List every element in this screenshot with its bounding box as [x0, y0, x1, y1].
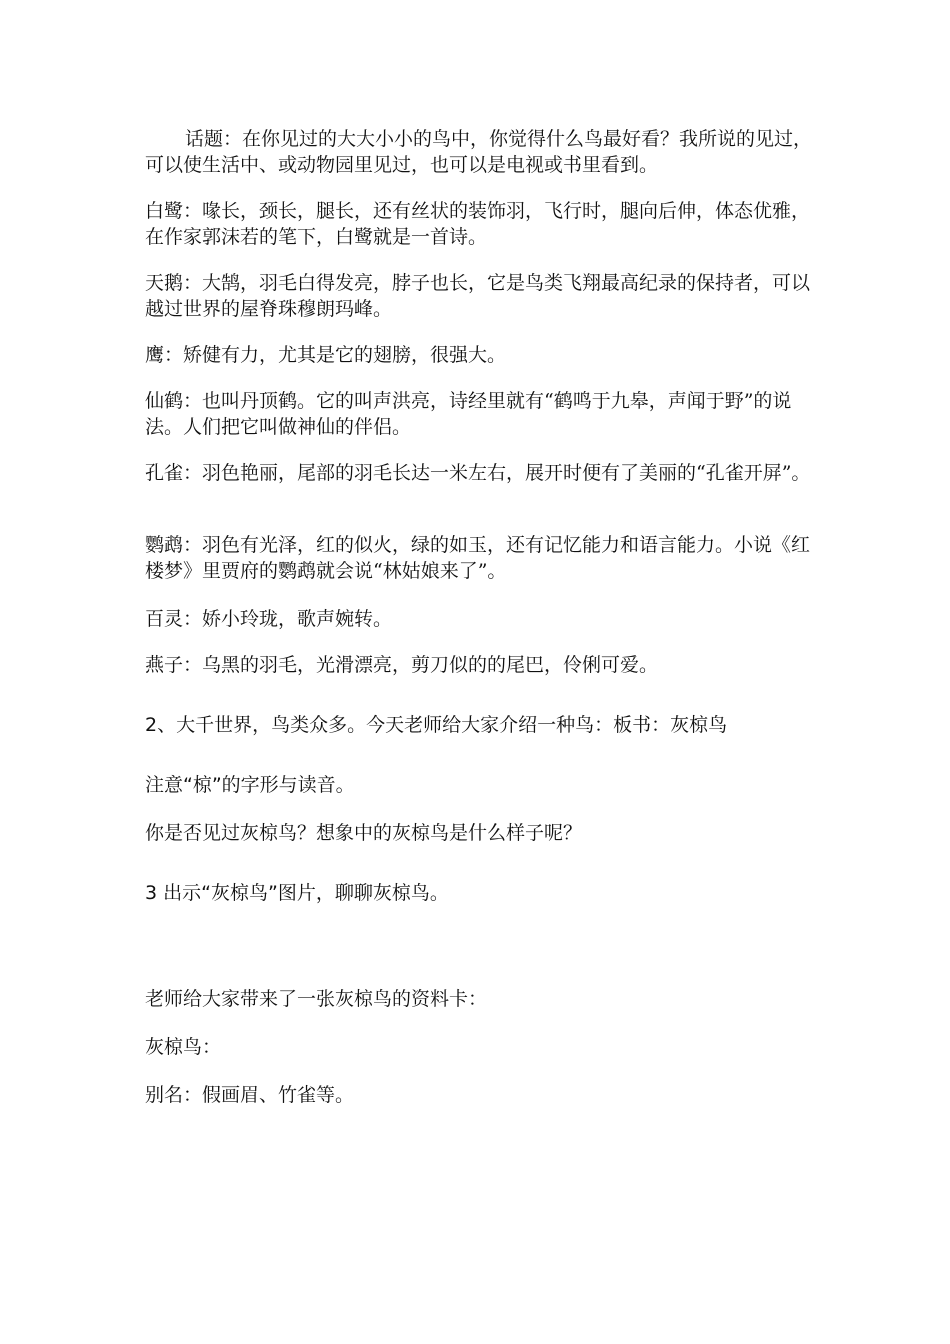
paragraph-swallow: 燕子：乌黑的羽毛，光滑漂亮，剪刀似的的尾巴，伶俐可爱。	[145, 654, 659, 676]
paragraph-alias: 别名：假画眉、竹雀等。	[145, 1084, 355, 1106]
paragraph-topic: 话题：在你见过的大大小小的鸟中，你觉得什么鸟最好看？我所说的见过，可以使生活中、或动物园里见过，也可以是电视或书里看到。	[145, 128, 813, 176]
paragraph-parrot: 鹦鹉：羽色有光泽，红的似火，绿的如玉，还有记忆能力和语言能力。小说《红楼梦》里贾府的鹦鹉就会说“林姑娘来了”。	[145, 534, 811, 582]
paragraph-section-2: 2、大千世界，鸟类众多。今天老师给大家介绍一种鸟：板书：灰椋鸟	[145, 714, 728, 736]
paragraph-crane: 仙鹤：也叫丹顶鹤。它的叫声洪亮，诗经里就有“鹤鸣于九皋，声闻于野”的说法。人们把它叫做神仙的伴侣。	[145, 390, 792, 438]
paragraph-lark: 百灵：娇小玲珑，歌声婉转。	[145, 608, 393, 630]
paragraph-card-title: 灰椋鸟：	[145, 1036, 222, 1058]
paragraph-card-intro: 老师给大家带来了一张灰椋鸟的资料卡：	[145, 988, 488, 1010]
paragraph-section-3: 3 出示“灰椋鸟”图片，聊聊灰椋鸟。	[145, 882, 449, 904]
paragraph-question: 你是否见过灰椋鸟？想象中的灰椋鸟是什么样子呢？	[145, 822, 583, 844]
paragraph-peacock: 孔雀：羽色艳丽，尾部的羽毛长达一米左右，展开时便有了美丽的“孔雀开屏”。	[145, 462, 811, 484]
paragraph-eagle: 鹰：矫健有力，尤其是它的翅膀，很强大。	[145, 344, 507, 366]
paragraph-swan: 天鹅：大鹄，羽毛白得发亮，脖子也长，它是鸟类飞翔最高纪录的保持者，可以越过世界的屋脊珠穆朗玛峰。	[145, 272, 811, 320]
paragraph-note: 注意“椋”的字形与读音。	[145, 774, 355, 796]
paragraph-egret: 白鹭：喙长，颈长，腿长，还有丝状的装饰羽，飞行时，腿向后伸，体态优雅，在作家郭沫若的笔下，白鹭就是一首诗。	[145, 200, 811, 248]
